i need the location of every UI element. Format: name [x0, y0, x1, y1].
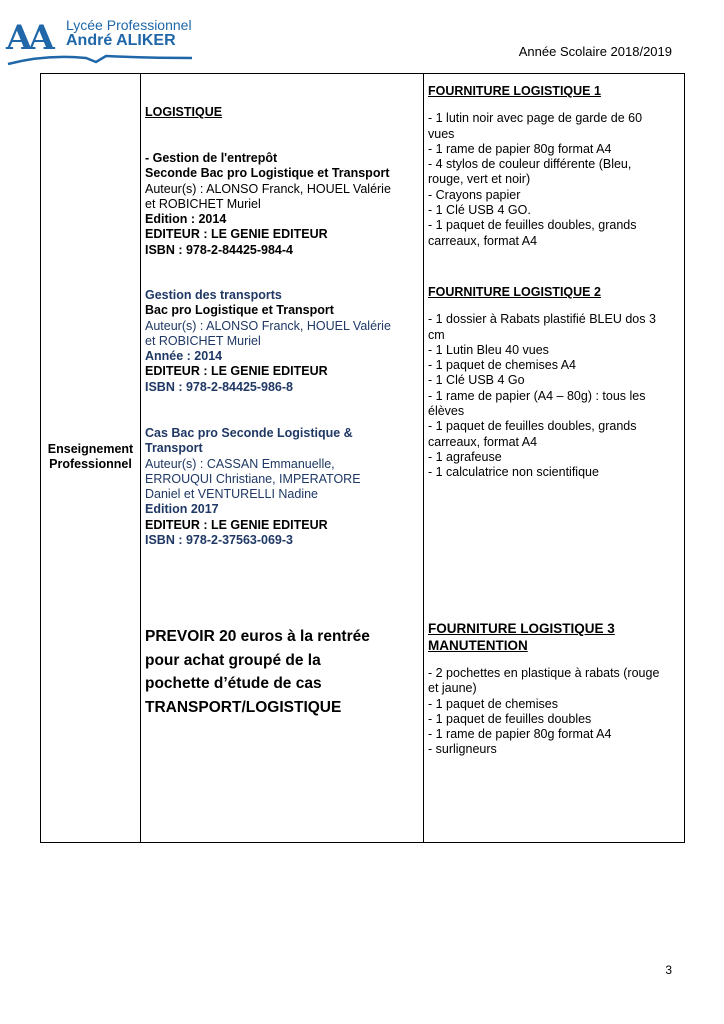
supply-item: - surligneurs: [428, 742, 497, 757]
notice-line: PREVOIR 20 euros à la rentrée: [145, 628, 370, 645]
supply-item: - 1 calculatrice non scientifique: [428, 465, 599, 480]
supply-item: - Crayons papier: [428, 187, 521, 202]
supply-item: - 1 paquet de chemises: [428, 696, 558, 711]
supply-item: - 1 Clé USB 4 Go: [428, 373, 525, 388]
book-authors: Daniel et VENTURELLI Nadine: [145, 487, 318, 502]
supply-list-2: [428, 285, 656, 481]
book-3: [145, 426, 361, 548]
book-authors: Auteur(s) : CASSAN Emmanuelle,: [145, 456, 335, 471]
book-authors: Auteur(s) : ALONSO Franck, HOUEL Valérie: [145, 318, 391, 333]
book-level: Bac pro Logistique et Transport: [145, 303, 334, 318]
supply-item: - 1 paquet de feuilles doubles, grands: [428, 218, 637, 233]
book-edition: Edition : 2014: [145, 212, 227, 227]
supply-list-1: [428, 84, 642, 249]
book-title: Cas Bac pro Seconde Logistique &: [145, 426, 353, 440]
section-label: [41, 442, 140, 473]
notice-line: pour achat groupé de la: [145, 651, 321, 669]
logo-wave-icon: [6, 52, 196, 66]
supply-item: - 1 paquet de feuilles doubles: [428, 711, 592, 726]
section-label-line: Professionnel: [49, 457, 132, 472]
supply-item: élèves: [428, 404, 465, 419]
supply-item: et jaune): [428, 681, 477, 696]
payment-notice: [145, 625, 370, 719]
book-authors: Auteur(s) : ALONSO Franck, HOUEL Valérie: [145, 181, 391, 196]
section-label-line: Enseignement: [47, 442, 134, 456]
book-isbn: ISBN : 978-2-37563-069-3: [145, 533, 293, 548]
supplies-table: [40, 73, 685, 843]
book-edition: Année : 2014: [145, 349, 223, 364]
supply-list-title: FOURNITURE LOGISTIQUE 1: [428, 84, 601, 98]
notice-line: TRANSPORT/LOGISTIQUE: [145, 698, 342, 716]
book-title: - Gestion de l'entrepôt: [145, 151, 278, 165]
book-authors: et ROBICHET Muriel: [145, 196, 261, 211]
supply-item: - 1 paquet de feuilles doubles, grands: [428, 419, 637, 434]
book-isbn: ISBN : 978-2-84425-984-4: [145, 242, 293, 257]
supply-list-title: FOURNITURE LOGISTIQUE 2: [428, 285, 601, 299]
logo-line2: André ALIKER: [66, 32, 176, 49]
supply-item: carreaux, format A4: [428, 233, 538, 248]
book-authors: et ROBICHET Muriel: [145, 333, 261, 348]
supply-item: - 2 pochettes en plastique à rabats (rouge: [428, 666, 660, 680]
book-publisher: EDITEUR : LE GENIE EDITEUR: [145, 517, 328, 532]
supply-item: - 1 Lutin Bleu 40 vues: [428, 342, 549, 357]
book-publisher: EDITEUR : LE GENIE EDITEUR: [145, 364, 328, 379]
supply-list-title: MANUTENTION: [428, 638, 528, 653]
supply-list-3: [428, 620, 659, 758]
notice-line: pochette d’étude de cas: [145, 675, 322, 692]
school-logo: [6, 14, 196, 66]
supply-item: - 1 rame de papier 80g format A4: [428, 727, 612, 742]
supply-item: vues: [428, 126, 455, 141]
supply-item: - 4 stylos de couleur différente (Bleu,: [428, 157, 632, 172]
supply-item: - 1 dossier à Rabats plastifié BLEU dos 3: [428, 312, 656, 327]
book-title: Gestion des transports: [145, 288, 282, 302]
school-year: Année Scolaire 2018/2019: [518, 44, 672, 59]
supply-list-title: FOURNITURE LOGISTIQUE 3: [428, 621, 615, 636]
book-authors: ERROUQUI Christiane, IMPERATORE: [145, 471, 361, 486]
book-level: Seconde Bac pro Logistique et Transport: [145, 166, 390, 181]
supply-item: - 1 agrafeuse: [428, 449, 502, 464]
book-title: Transport: [145, 441, 203, 456]
logo-line1: Lycée Professionnel: [66, 17, 192, 33]
supply-item: rouge, vert et noir): [428, 172, 531, 187]
books-heading: LOGISTIQUE: [145, 105, 223, 119]
supply-item: - 1 rame de papier (A4 – 80g) : tous les: [428, 388, 646, 403]
book-publisher: EDITEUR : LE GENIE EDITEUR: [145, 227, 328, 242]
supply-item: - 1 Clé USB 4 GO.: [428, 203, 531, 218]
book-1: [145, 151, 391, 258]
supply-item: - 1 lutin noir avec page de garde de 60: [428, 111, 643, 126]
supply-item: cm: [428, 327, 445, 342]
book-edition: Edition 2017: [145, 502, 219, 517]
supply-item: carreaux, format A4: [428, 434, 538, 449]
book-2: [145, 288, 391, 395]
supply-item: - 1 paquet de chemises A4: [428, 358, 577, 373]
page-number: 3: [665, 963, 672, 977]
logo-letters: AA: [6, 18, 51, 58]
book-isbn: ISBN : 978-2-84425-986-8: [145, 379, 293, 394]
supply-item: - 1 rame de papier 80g format A4: [428, 141, 612, 156]
